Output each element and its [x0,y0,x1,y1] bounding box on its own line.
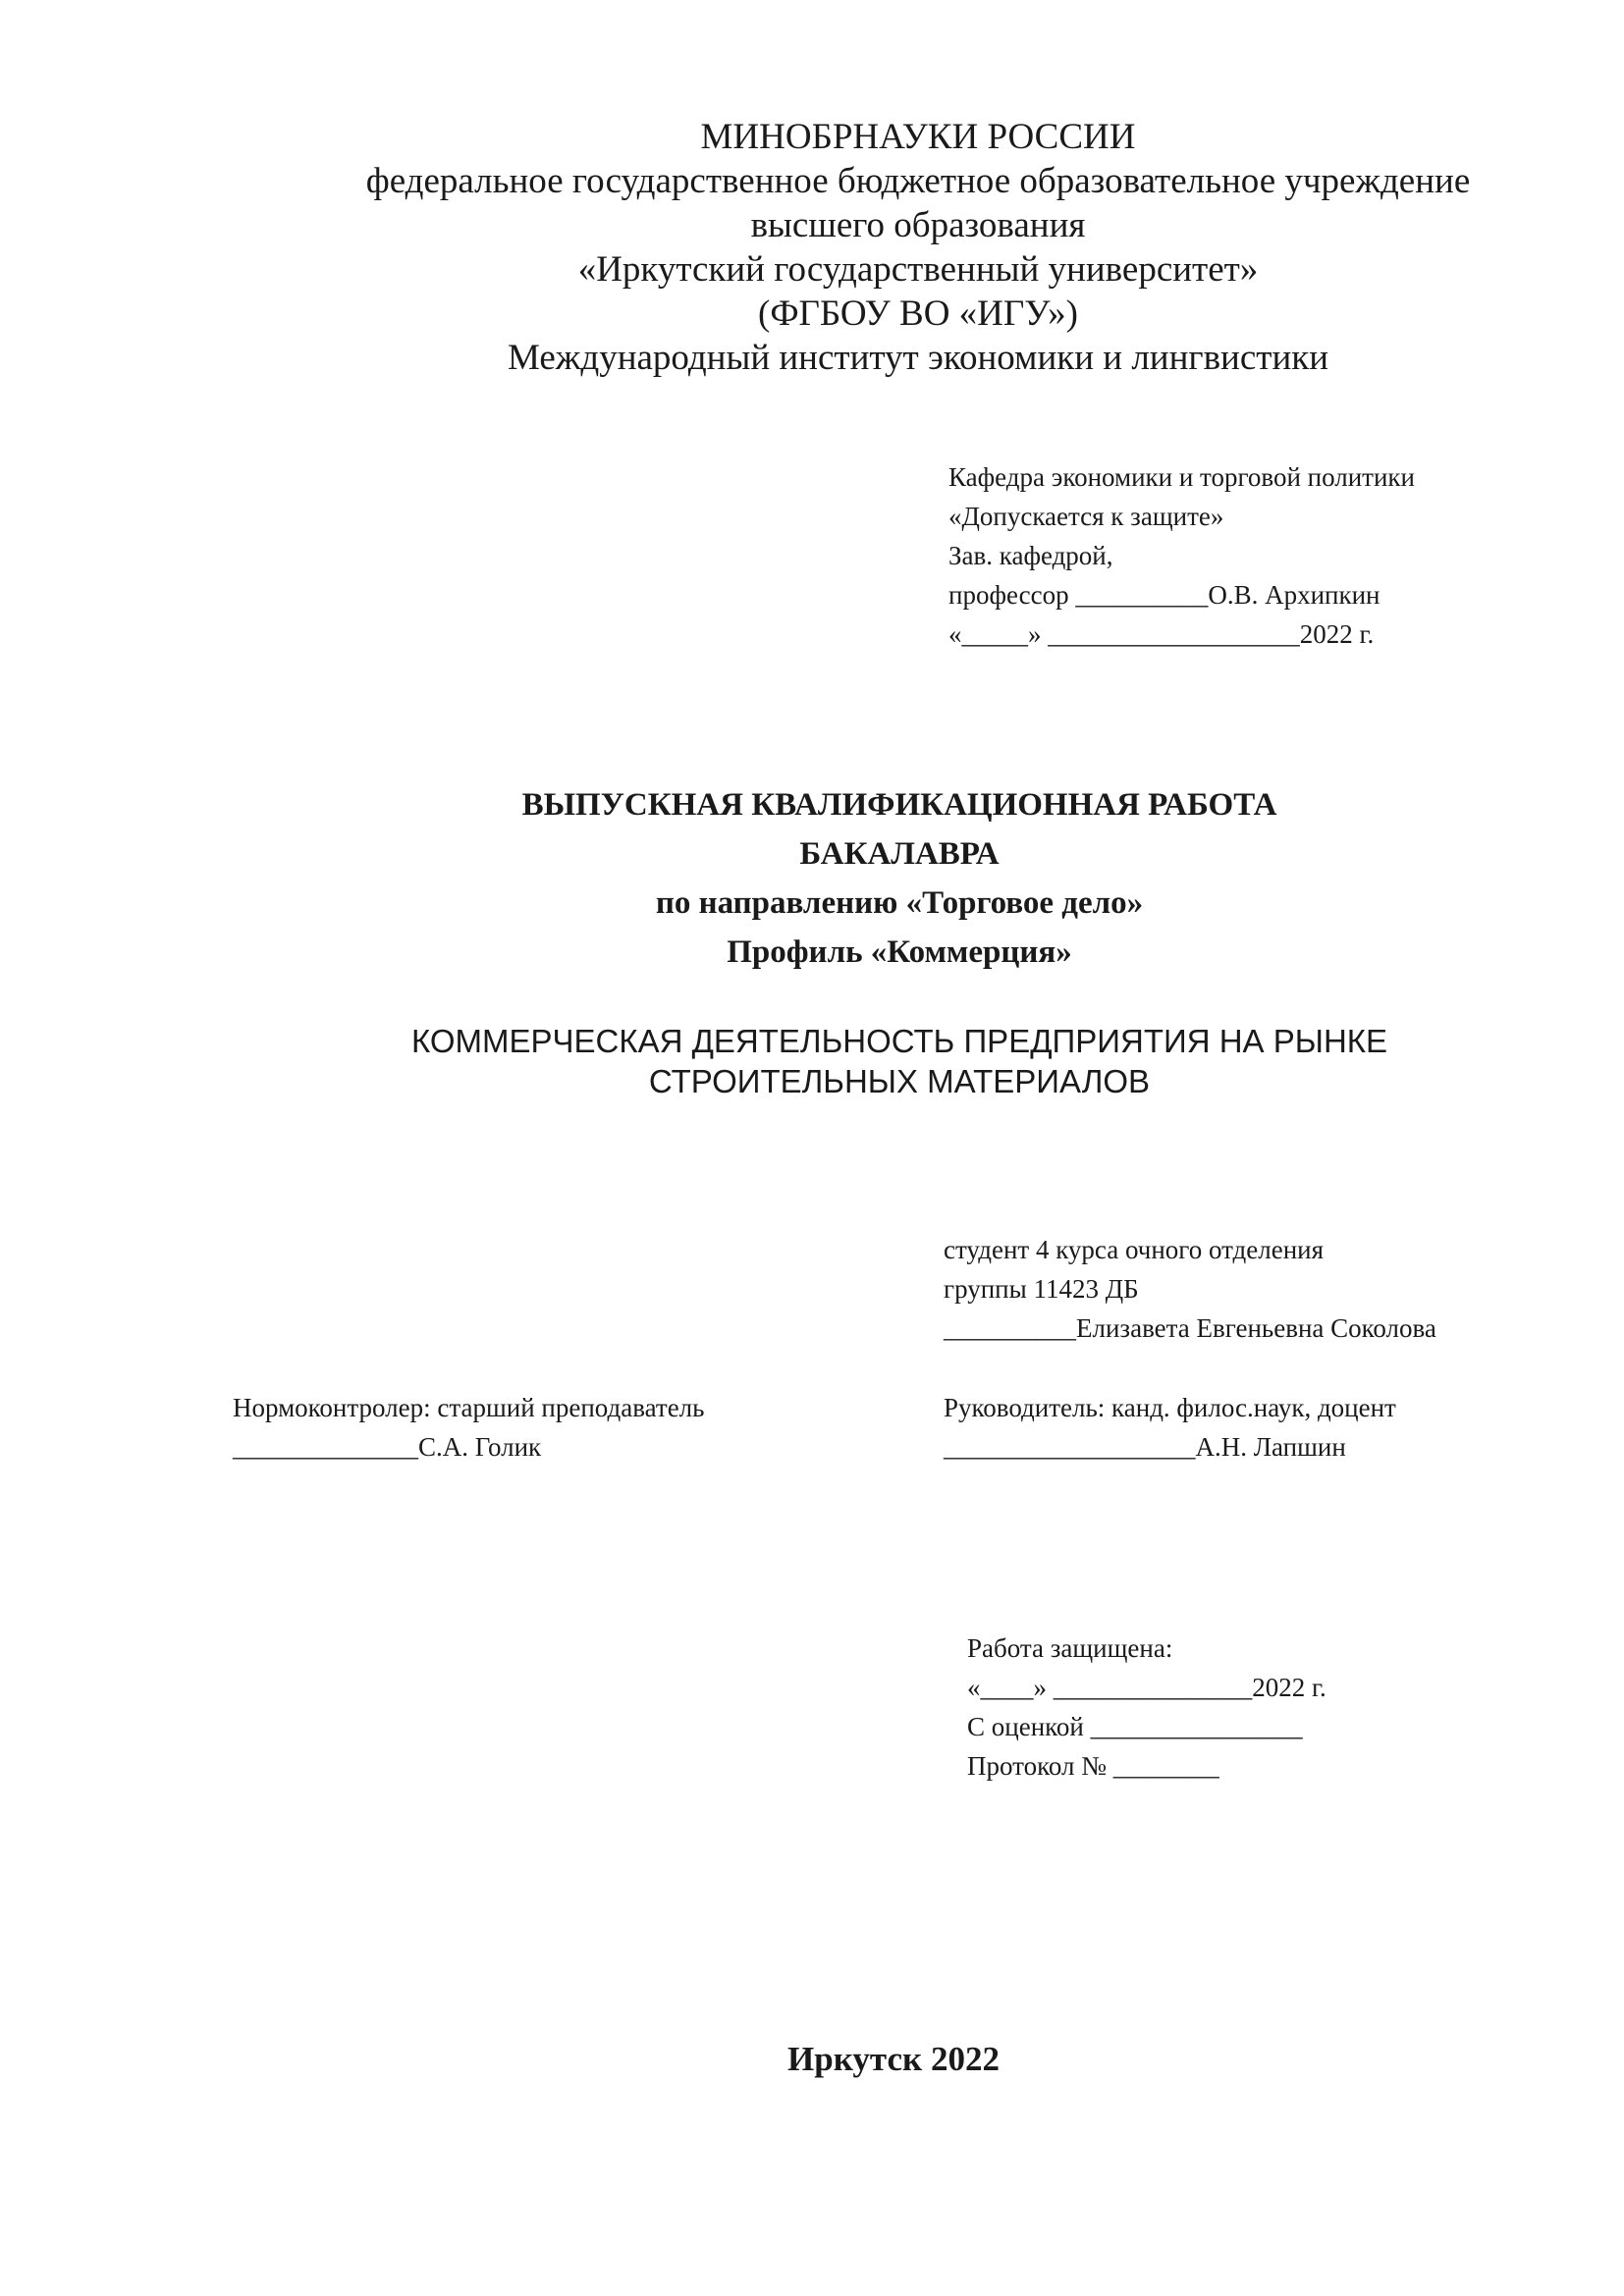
department-line: Кафедра экономики и торговой политики [948,462,1415,492]
defense-grade-line: С оценкой ________________ [967,1712,1303,1741]
thesis-topic-line2: СТРОИТЕЛЬНЫХ МАТЕРИАЛОВ [648,1063,1151,1099]
approval-date-line: «_____» ___________________2022 г. [948,619,1375,649]
thesis-title-line1: ВЫПУСКНАЯ КВАЛИФИКАЦИОННАЯ РАБОТА [521,787,1277,823]
defense-block [967,1629,1326,1786]
university-abbreviation: (ФГБОУ ВО «ИГУ») [758,294,1078,334]
defense-protected-line: Работа защищена: [967,1633,1173,1663]
normocontrol-block [233,1388,704,1467]
supervisor-block [944,1388,1396,1467]
ministry-line: МИНОБРНАУКИ РОССИИ [700,117,1136,157]
approval-block [948,457,1415,654]
normocontrol-role: Нормоконтролер: старший преподаватель [233,1393,705,1422]
defense-date-line: «____» _______________2022 г. [967,1673,1326,1702]
student-group-line: группы 11423 ДБ [944,1274,1139,1304]
university-name: «Иркутский государственный университет» [577,249,1259,290]
education-level-line: высшего образования [750,205,1086,245]
institute-name: Международный институт экономики и лингвистики [507,338,1329,378]
thesis-topic-line1: КОММЕРЧЕСКАЯ ДЕЯТЕЛЬНОСТЬ ПРЕДПРИЯТИЯ НА РЫНКЕ [410,1023,1388,1059]
thesis-title-line2: БАКАЛАВРА [799,836,1000,872]
institution-header [236,115,1600,380]
normocontrol-name: ______________С.А. Голик [233,1432,542,1462]
city-year: Иркутск 2022 [787,2040,1000,2078]
thesis-direction: по направлению «Торговое дело» [655,885,1144,921]
supervisor-role: Руководитель: канд. филос.наук, доцент [944,1393,1396,1422]
professor-signature-line: профессор __________О.В. Архипкин [948,580,1380,610]
student-block [944,1230,1436,1348]
student-course-line: студент 4 курса очного отделения [944,1235,1325,1264]
head-line: Зав. кафедрой, [948,541,1113,570]
thesis-title-block [299,780,1499,977]
defense-protocol-line: Протокол № ________ [967,1751,1219,1781]
admitted-line: «Допускается к защите» [948,502,1224,531]
supervisor-name: ___________________А.Н. Лапшин [944,1432,1346,1462]
institution-type-line: федеральное государственное бюджетное образовательное учреждение [365,161,1471,201]
thesis-topic [299,1021,1499,1101]
student-name-line: __________Елизавета Евгеньевна Соколова [944,1313,1436,1343]
thesis-profile: Профиль «Коммерция» [727,934,1072,970]
